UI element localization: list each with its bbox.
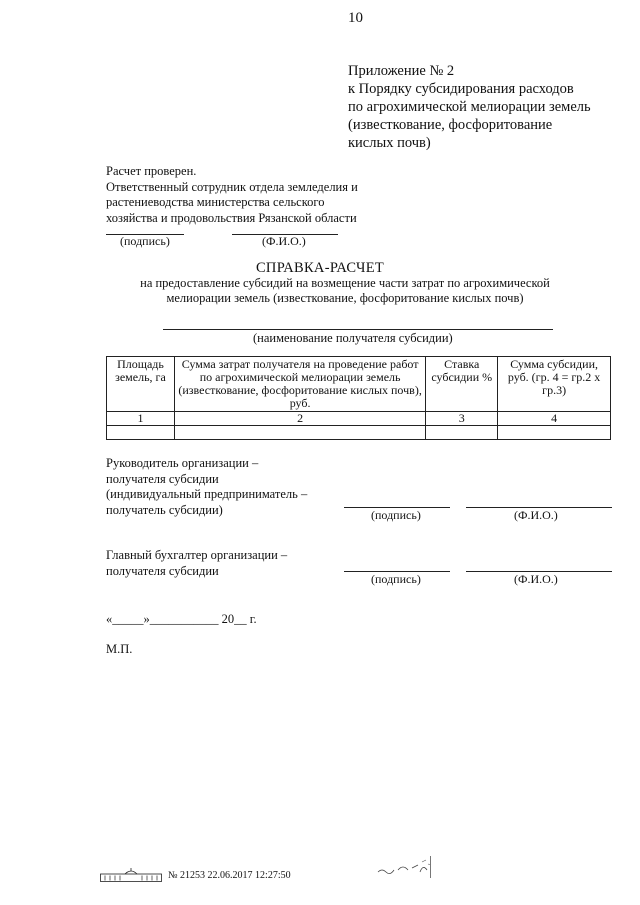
footer bbox=[100, 868, 291, 882]
accountant-signature-line: получателя субсидии bbox=[106, 563, 219, 578]
table-header-row bbox=[107, 357, 611, 412]
accountant-name-caption: (Ф.И.О.) bbox=[514, 572, 558, 586]
table-cell bbox=[426, 426, 498, 440]
verification-line: растениеводства министерства сельского bbox=[106, 195, 325, 209]
seal-place: М.П. bbox=[106, 642, 133, 656]
column-number: 2 bbox=[174, 412, 425, 426]
head-signature-line: получателя субсидии bbox=[106, 471, 219, 486]
column-header-costs: Сумма затрат получателя на проведение работ по агрохимической мелиорации земель (известкование, фосфоритование кислых почв), руб. bbox=[174, 357, 425, 412]
document-subtitle: на предоставление субсидий на возмещение части затрат по агрохимической мелиорации земель (известкование, фосфоритование кислых почв) bbox=[140, 276, 550, 305]
head-signature-line: Руководитель организации – bbox=[106, 456, 259, 470]
handwritten-mark bbox=[376, 858, 436, 880]
appendix-line: к Порядку субсидирования расходов bbox=[348, 81, 574, 97]
empty-data-row bbox=[107, 426, 611, 440]
registration-number: № 21253 22.06.2017 12:27:50 bbox=[168, 869, 291, 881]
appendix-line: кислых почв) bbox=[348, 135, 431, 151]
head-name-caption: (Ф.И.О.) bbox=[514, 508, 558, 522]
appendix-line: по агрохимической мелиорации земель bbox=[348, 99, 591, 115]
column-header-area: Площадь земель, га bbox=[107, 357, 175, 412]
verification-line: Расчет проверен. bbox=[106, 164, 197, 178]
column-header-rate: Ставка субсидии % bbox=[426, 357, 498, 412]
accountant-signature-line: Главный бухгалтер организации – bbox=[106, 548, 288, 562]
table-cell bbox=[174, 426, 425, 440]
appendix-line: (известкование, фосфоритование bbox=[348, 117, 553, 133]
document-title: СПРАВКА-РАСЧЕТ bbox=[255, 260, 385, 276]
appendix-line: Приложение № 2 bbox=[348, 63, 455, 79]
column-number: 1 bbox=[107, 412, 175, 426]
column-number: 4 bbox=[498, 412, 611, 426]
recipient-name-line bbox=[163, 329, 553, 330]
verification-block bbox=[106, 164, 358, 226]
column-number: 3 bbox=[426, 412, 498, 426]
calculation-table bbox=[106, 356, 611, 440]
accountant-signature-block bbox=[106, 548, 287, 579]
table-cell bbox=[107, 426, 175, 440]
head-signature-block bbox=[106, 456, 307, 518]
table-cell bbox=[498, 426, 611, 440]
verification-line: Ответственный сотрудник отдела земледелия и bbox=[106, 179, 358, 194]
verification-name-caption: (Ф.И.О.) bbox=[262, 234, 306, 248]
date-line: «_____»___________ 20__ г. bbox=[106, 612, 257, 626]
head-signature-caption: (подпись) bbox=[371, 508, 421, 522]
appendix-reference bbox=[348, 62, 591, 152]
scan-mark bbox=[430, 856, 431, 878]
verification-line: хозяйства и продовольствия Рязанской области bbox=[106, 210, 357, 225]
column-header-subsidy: Сумма субсидии, руб. (гр. 4 = гр.2 х гр.3) bbox=[498, 357, 611, 412]
head-signature-line: получатель субсидии) bbox=[106, 502, 223, 517]
column-number-row bbox=[107, 412, 611, 426]
verification-signature-caption: (подпись) bbox=[120, 234, 170, 248]
recipient-caption: (наименование получателя субсидии) bbox=[253, 331, 453, 345]
accountant-signature-caption: (подпись) bbox=[371, 572, 421, 586]
head-signature-line: (индивидуальный предприниматель – bbox=[106, 487, 308, 501]
registry-stamp-icon bbox=[100, 868, 162, 882]
page-number: 10 bbox=[348, 10, 363, 26]
